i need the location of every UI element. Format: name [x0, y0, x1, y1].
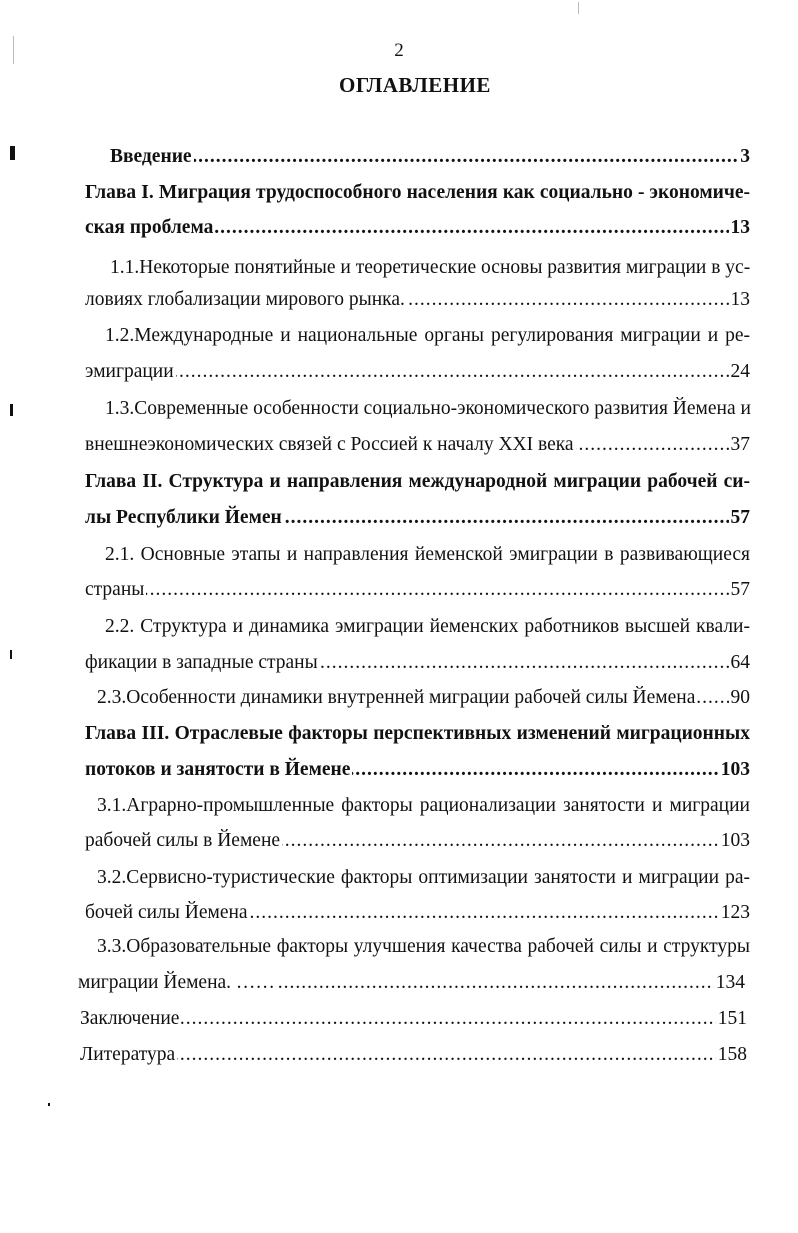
scan-mark [578, 2, 579, 14]
toc-page-number: 13 [729, 285, 751, 315]
toc-entry-title: Заключение [80, 1008, 180, 1029]
toc-section-title-line: 3.3.Образовательные факторы улучшения качества рабочей силы и структуры [97, 936, 750, 957]
scan-mark [10, 404, 13, 416]
toc-chapter-title-line-end [85, 213, 750, 243]
toc-entry-intro[interactable] [110, 142, 750, 172]
toc-section-title-line-end [85, 898, 750, 928]
toc-entry-title: фикации в западные страны [85, 652, 318, 673]
toc-entry-title: эмиграции [85, 361, 174, 382]
toc-page-number: 57 [729, 503, 751, 533]
toc-entry-title: миграции Йемена. …… [78, 972, 275, 993]
toc-chapter-title-line: Глава III. Отраслевые факторы перспективных изменений миграционных [85, 723, 750, 744]
toc-entry-conclusion[interactable] [80, 1004, 747, 1034]
toc-page-number: 90 [729, 683, 751, 713]
toc-page-number: 64 [729, 648, 751, 678]
toc-entry-title: ловиях глобализации мирового рынка. [85, 289, 405, 310]
toc-entry-title: страны [85, 579, 145, 600]
toc-entry-title: Литература [80, 1044, 176, 1065]
scan-mark [13, 36, 14, 64]
scan-mark [10, 146, 15, 160]
toc-page-number: 37 [729, 430, 751, 460]
toc-section-title-line: 3.1.Аграрно-промышленные факторы рационализации занятости и миграции [97, 795, 750, 816]
toc-page-number: 103 [719, 755, 750, 785]
toc-entry-title: ская проблема [85, 217, 214, 238]
toc-section-title-line-end [78, 968, 745, 998]
toc-heading: ОГЛАВЛЕНИЕ [339, 73, 491, 97]
toc-entry-title: внешнеэкономических связей с Россией к началу XXI века [85, 434, 574, 455]
toc-chapter-title-line: Глава I. Миграция трудоспособного населения как социально - экономиче- [85, 182, 750, 203]
toc-section-title-line-end [85, 648, 750, 678]
toc-entry-title: рабочей силы в Йемене [85, 830, 281, 851]
toc-section-title-line: 2.2. Структура и динамика эмиграции йеменских работников высшей квали- [105, 616, 750, 637]
toc-section-title-line: 1.3.Современные особенности социально-экономического развития Йемена и [105, 398, 751, 419]
toc-section-title-line: 1.1.Некоторые понятийные и теоретические основы развития миграции в ус- [110, 257, 751, 278]
toc-entry-title: Введение [110, 146, 192, 167]
toc-chapter-title-line-end [85, 755, 750, 785]
toc-page-number: 151 [716, 1004, 747, 1034]
toc-entry-title: бочей силы Йемена [85, 902, 248, 923]
toc-chapter-title-line-end [85, 503, 750, 533]
toc-page-number: 134 [714, 968, 745, 998]
toc-page-number: 57 [729, 575, 751, 605]
toc-entry-title: потоков и занятости в Йемене [85, 759, 351, 780]
toc-entry-literature[interactable] [80, 1040, 747, 1070]
toc-section-title-line-end [85, 826, 750, 856]
scan-mark [48, 1103, 50, 1106]
toc-section-title-line: 1.2.Международные и национальные органы регулирования миграции и ре- [105, 325, 750, 346]
toc-section-title-line-end [85, 285, 750, 315]
toc-page-number: 24 [729, 357, 751, 387]
scan-mark [10, 650, 12, 659]
toc-section-title-line-end [85, 430, 750, 460]
toc-page-number: 158 [716, 1040, 747, 1070]
toc-section-title-line-end [85, 575, 750, 605]
toc-entry-title: 2.3.Особенности динамики внутренней миграции рабочей силы Йемена [97, 687, 696, 708]
toc-section-title-line-end [85, 357, 750, 387]
toc-page-number: 103 [719, 826, 750, 856]
toc-chapter-title-line: Глава II. Структура и направления международной миграции рабочей си- [85, 471, 750, 492]
toc-entry-title: лы Республики Йемен [85, 507, 282, 528]
toc-section-title-line: 2.1. Основные этапы и направления йеменской эмиграции в развивающиеся [105, 544, 750, 565]
toc-page-number: 13 [729, 213, 751, 243]
toc-page-number: 3 [738, 142, 750, 172]
toc-page-number: 123 [719, 898, 750, 928]
toc-section-title-line: 3.2.Сервисно-туристические факторы оптимизации занятости и миграции ра- [97, 867, 750, 888]
toc-section-2-3[interactable] [97, 683, 750, 713]
page-number: 2 [394, 40, 404, 61]
